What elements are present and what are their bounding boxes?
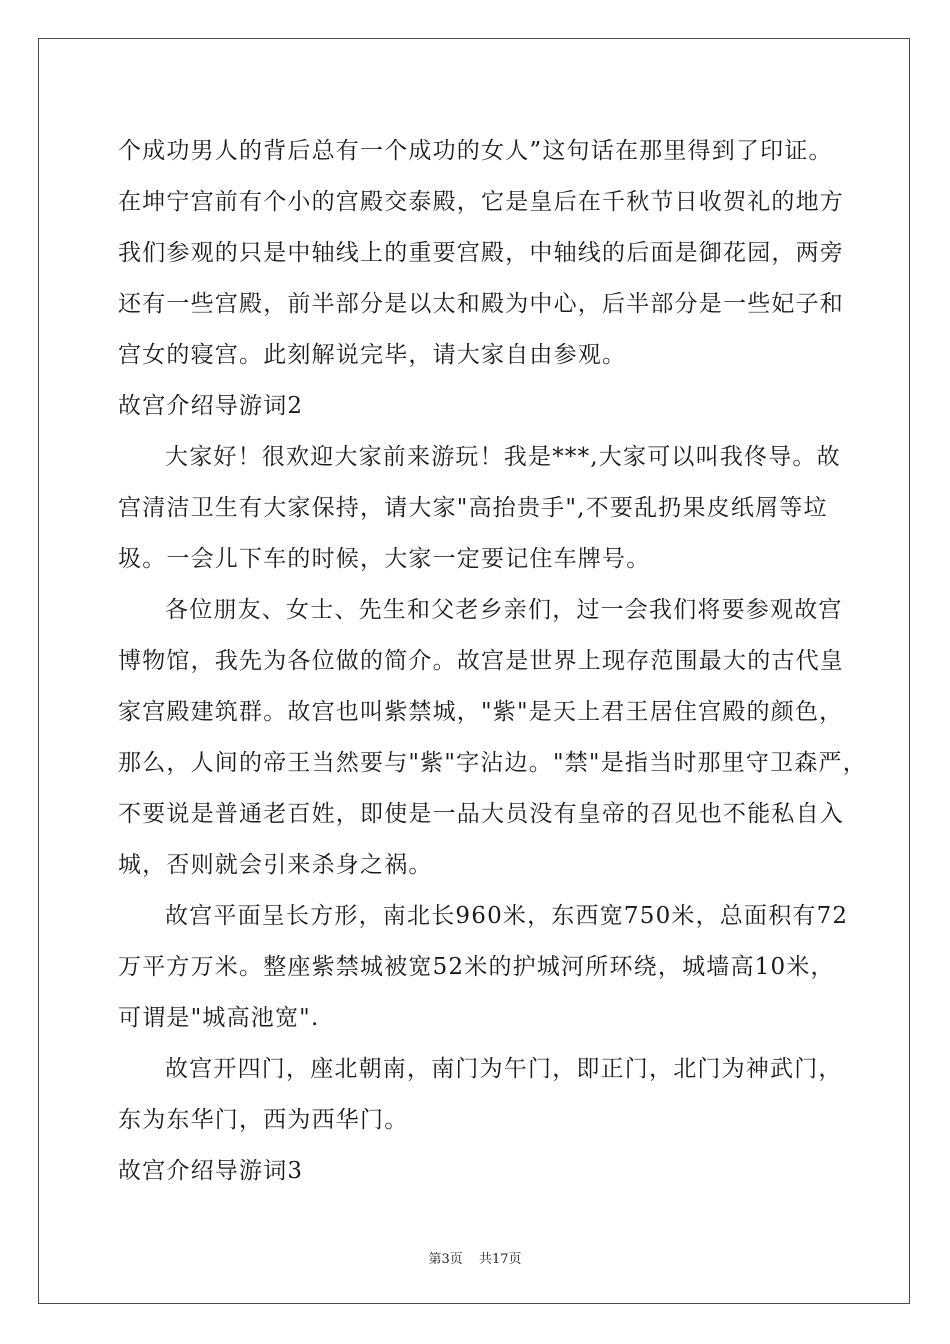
- text-line: 东为东华门，西为西华门。: [118, 1107, 409, 1133]
- text-line: 家宫殿建筑群。故宫也叫紫禁城，"紫"是天上君王居住宫殿的颜色，: [118, 699, 844, 725]
- section-heading: 故宫介绍导游词3: [118, 1158, 304, 1184]
- text-line: 万平方万米。整座紫禁城被宽52米的护城河所环绕，城墙高10米，: [118, 954, 835, 980]
- text-line: 可谓是"城高池宽".: [118, 1005, 320, 1031]
- text-line: 宫清洁卫生有大家保持，请大家"高抬贵手",不要乱扔果皮纸屑等垃: [118, 495, 828, 521]
- paragraph-first-line: 故宫开四门，座北朝南，南门为午门，即正门，北门为神武门，: [165, 1056, 843, 1082]
- paragraph-first-line: 大家好！很欢迎大家前来游玩！我是***,大家可以叫我佟导。故: [165, 444, 841, 470]
- text-line: 博物馆，我先为各位做的简介。故宫是世界上现存范围最大的古代皇: [118, 648, 844, 674]
- text-line: 不要说是普通老百姓，即使是一品大员没有皇帝的召见也不能私自入: [118, 801, 844, 827]
- text-line: 在坤宁宫前有个小的宫殿交泰殿，它是皇后在千秋节日收贺礼的地方: [118, 189, 844, 215]
- page-footer: [0, 1248, 950, 1267]
- text-line: 那么，人间的帝王当然要与"紫"字沾边。"禁"是指当时那里守卫森严，: [118, 750, 867, 776]
- text-line: 我们参观的只是中轴线上的重要宫殿，中轴线的后面是御花园，两旁: [118, 240, 844, 266]
- page-number: 第3页: [428, 1252, 463, 1267]
- paragraph-first-line: 故宫平面呈长方形，南北长960米，东西宽750米，总面积有72: [165, 903, 849, 929]
- text-line: 个成功男人的背后总有一个成功的女人”这句话在那里得到了印证。: [118, 138, 833, 164]
- section-heading: 故宫介绍导游词2: [118, 393, 304, 419]
- text-line: 城，否则就会引来杀身之祸。: [118, 852, 433, 878]
- text-line: 圾。一会儿下车的时候，大家一定要记住车牌号。: [118, 546, 651, 572]
- text-line: 宫女的寝宫。此刻解说完毕，请大家自由参观。: [118, 342, 627, 368]
- page-total: 共17页: [478, 1252, 522, 1267]
- paragraph-first-line: 各位朋友、女士、先生和父老乡亲们，过一会我们将要参观故宫: [165, 597, 843, 623]
- document-body: [118, 126, 867, 1197]
- text-line: 还有一些宫殿，前半部分是以太和殿为中心，后半部分是一些妃子和: [118, 291, 844, 317]
